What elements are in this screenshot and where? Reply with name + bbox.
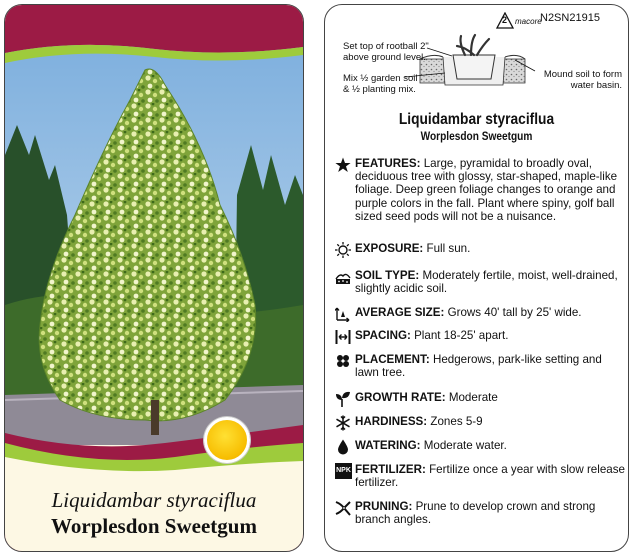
pruning-key: PRUNING: [355, 500, 413, 513]
front-common-name: Worplesdon Sweetgum [51, 514, 257, 538]
spacing-icon [335, 329, 351, 345]
pruner-icon [335, 500, 351, 516]
back-common-name: Worplesdon Sweetgum [420, 131, 533, 143]
sprout-icon [335, 391, 351, 407]
placement-icon [335, 353, 351, 369]
exposure-key: EXPOSURE: [355, 242, 424, 255]
average-size-value: Grows 40' tall by 25' wide. [447, 306, 582, 319]
watering-value: Moderate water. [423, 439, 507, 452]
front-latin-name: Liquidambar styraciflua [51, 488, 257, 512]
growth-rate-key: GROWTH RATE: [355, 391, 446, 404]
hardiness-key: HARDINESS: [355, 415, 428, 428]
features-value: Large, pyramidal to broadly oval, deciduous tree with glossy, star-shaped, maple-like foliage. Deep green foliage changes to orange and purple colors in the fall. Plant where spiny, golf ball sized seed pods will not be a nuisance. [355, 157, 618, 223]
tree-photo [5, 5, 303, 551]
features-key: FEATURES: [355, 157, 421, 170]
size-icon [335, 306, 351, 322]
exposure-value: Full sun. [426, 242, 471, 255]
soil-type-value: Moderately fertile, moist, well-drained, slightly acidic soil. [355, 269, 618, 296]
water-drop-icon [335, 439, 351, 455]
fertilizer-value: Fertilize once a year with slow release fertilizer. [355, 463, 625, 490]
snowflake-icon [335, 415, 351, 431]
planting-diagram [325, 33, 628, 108]
soil-type-key: SOIL TYPE: [355, 269, 420, 282]
sku-code: N2SN21915 [540, 12, 600, 24]
front-plant-tag [4, 4, 304, 552]
growth-rate-value: Moderate [448, 391, 498, 404]
brand-logo: macore [515, 17, 542, 26]
rootball-instruction: Set top of rootball 2" above ground level. [343, 41, 429, 63]
placement-key: PLACEMENT: [355, 353, 430, 366]
placement-value: Hedgerows, park-like setting and lawn tree. [355, 353, 602, 380]
average-size-key: AVERAGE SIZE: [355, 306, 445, 319]
full-sun-badge [204, 417, 250, 463]
star-icon [335, 157, 351, 173]
mound-instruction: Mound soil to form water basin. [543, 69, 622, 91]
hardiness-value: Zones 5-9 [430, 415, 483, 428]
watering-key: WATERING: [355, 439, 421, 452]
spacing-key: SPACING: [355, 329, 411, 342]
back-plant-tag [324, 4, 629, 552]
pruning-value: Prune to develop crown and strong branch angles. [355, 500, 596, 527]
spacing-value: Plant 18-25' apart. [414, 329, 509, 342]
soil-icon [335, 269, 351, 285]
back-latin-name: Liquidambar styraciflua [398, 111, 555, 128]
npk-icon: NPK [335, 463, 352, 479]
sun-icon [335, 242, 351, 258]
fertilizer-key: FERTILIZER: [355, 463, 426, 476]
soil-mix-instruction: Mix ½ garden soil & ½ planting mix. [343, 73, 418, 95]
recycle-number: 2 [502, 15, 508, 25]
